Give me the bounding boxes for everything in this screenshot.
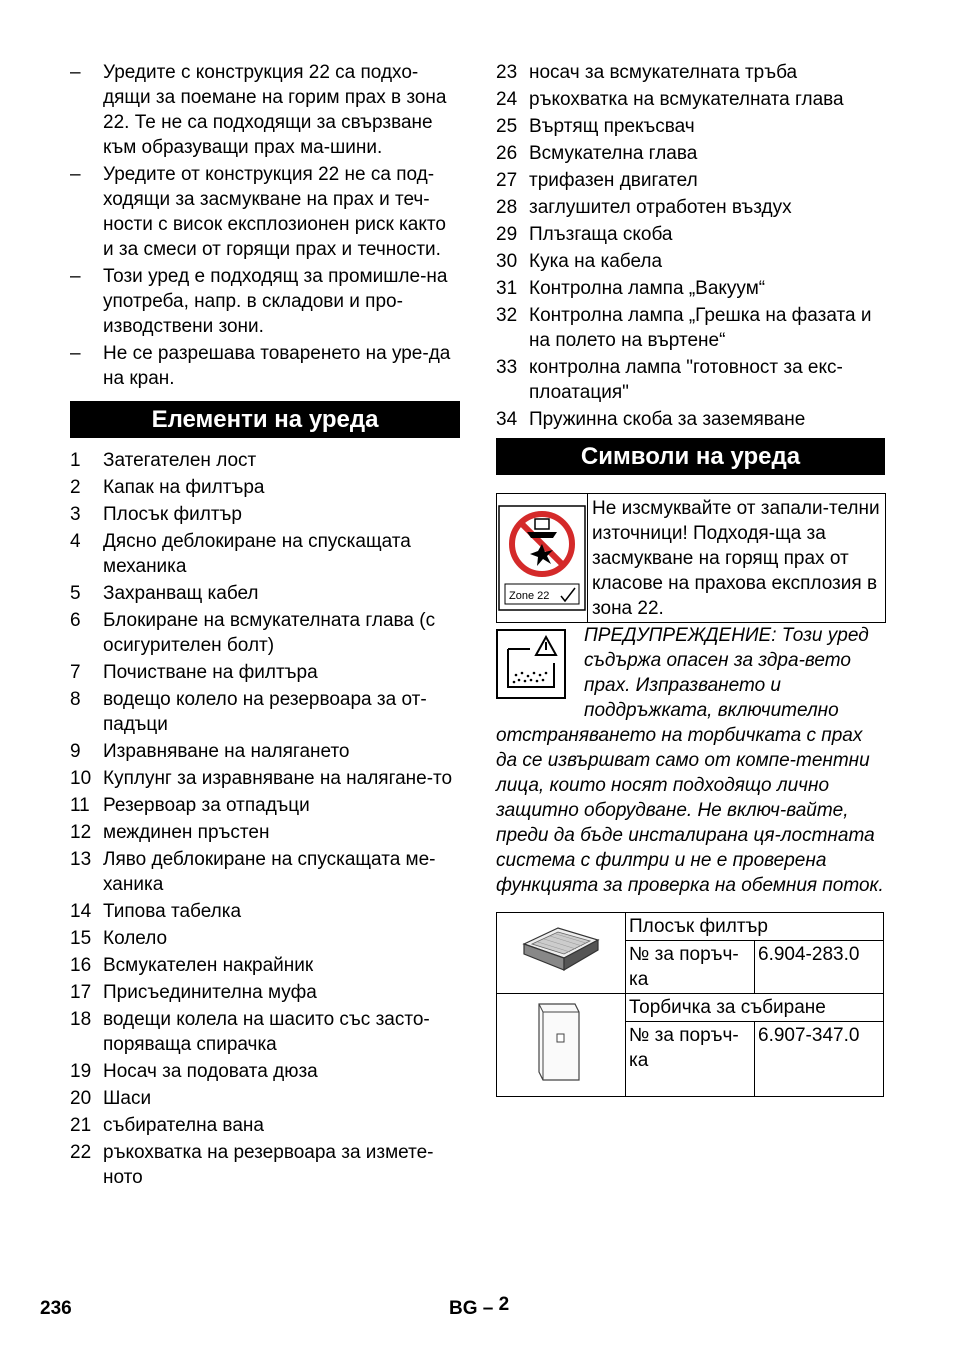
zone-symbol-text: Не изсмуквайте от запали-телни източници! Подходя-ща за засмукване на горящ прах от класове на прахова експлозия в зона 22. bbox=[592, 498, 880, 619]
item-number: 33 bbox=[496, 357, 518, 378]
list-item bbox=[496, 114, 886, 139]
page-number: 236 bbox=[40, 1298, 72, 1319]
list-item bbox=[70, 739, 460, 764]
item-number: 2 bbox=[70, 477, 81, 498]
bullet-text: Този уред е подходящ за промишле-на употреба, напр. в складови и про-изводствени зони. bbox=[103, 266, 448, 337]
footer-sep: – bbox=[482, 1298, 494, 1319]
item-text: заглушител отработен въздух bbox=[529, 197, 792, 218]
item-text: Блокиране на всмукателната глава (с осигурителен болт) bbox=[103, 610, 436, 656]
footer-language-page bbox=[449, 1294, 510, 1320]
item-number: 4 bbox=[70, 531, 81, 552]
warning-text: ПРЕДУПРЕЖДЕНИЕ: Този уред съдържа опасен за здра-вето прах. Изпразването и поддръжката, включително отстраняването на торбичката с прах да се извършват само от компе-тентни лица, които носят подходящо лично защитно оборудване. Не включ-вайте, преди да бъде инсталирана ця-лостната система с филтри и не е проверена функцията за проверка на обемния поток. bbox=[496, 625, 884, 896]
list-item bbox=[70, 820, 460, 845]
bullet-text: Уредите с конструкция 22 са подхо-дящи за поемане на горим прах в зона 22. Те не са подходящи за свързване към образуващи прах ма-шини. bbox=[103, 62, 447, 158]
list-item bbox=[70, 793, 460, 818]
warning-block bbox=[496, 623, 886, 898]
item-text: ръкохватка на резервоара за измете-ното bbox=[103, 1142, 434, 1188]
item-text: ръкохватка на всмукателната глава bbox=[529, 89, 844, 110]
item-number: 23 bbox=[496, 62, 518, 83]
list-item bbox=[70, 660, 460, 685]
bullet-dash: – bbox=[70, 266, 81, 287]
item-number: 18 bbox=[70, 1009, 92, 1030]
table-row bbox=[497, 994, 884, 1022]
item-number: 29 bbox=[496, 224, 518, 245]
list-item bbox=[70, 899, 460, 924]
item-number: 27 bbox=[496, 170, 518, 191]
item-text: събирателна вана bbox=[103, 1115, 264, 1136]
bullet-dash: – bbox=[70, 164, 81, 185]
list-item bbox=[70, 953, 460, 978]
item-number: 16 bbox=[70, 955, 92, 976]
no-ignition-zone22-icon bbox=[497, 494, 588, 622]
order-label: № за поръч-ка bbox=[626, 1022, 755, 1097]
item-text: Контролна лампа „Грешка на фазата и на полето на въртене“ bbox=[529, 305, 872, 351]
item-number: 26 bbox=[496, 143, 518, 164]
item-text: Пружинна скоба за заземяване bbox=[529, 409, 806, 430]
item-text: Почистване на филтъра bbox=[103, 662, 318, 683]
item-number: 20 bbox=[70, 1088, 92, 1109]
item-text: контролна лампа "готовност за екс-плоатация" bbox=[529, 357, 843, 403]
list-item bbox=[496, 222, 886, 247]
order-number: 6.904-283.0 bbox=[755, 941, 884, 994]
footer-lang: BG bbox=[449, 1298, 478, 1319]
item-number: 1 bbox=[70, 450, 81, 471]
bullet-dash: – bbox=[70, 343, 81, 364]
item-text: Капак на филтъра bbox=[103, 477, 265, 498]
list-item bbox=[70, 608, 460, 658]
list-item bbox=[496, 168, 886, 193]
item-number: 34 bbox=[496, 409, 518, 430]
section-heading-elements: Елементи на уреда bbox=[70, 401, 460, 438]
list-item bbox=[70, 502, 460, 527]
list-item bbox=[70, 529, 460, 579]
item-number: 22 bbox=[70, 1142, 92, 1163]
order-label: № за поръч-ка bbox=[626, 941, 755, 994]
left-column bbox=[70, 60, 460, 1192]
list-item bbox=[496, 87, 886, 112]
list-item bbox=[70, 448, 460, 473]
bullet-dash: – bbox=[70, 62, 81, 83]
item-text: Изравняване на налягането bbox=[103, 741, 350, 762]
bullet-text: Уредите от конструкция 22 не са под-ходящи за засмукване на прах и теч-ности с висок експлозионен риск както и за смеси от горящи прах и течности. bbox=[103, 164, 446, 260]
item-number: 21 bbox=[70, 1115, 92, 1136]
zone-symbol-box bbox=[496, 493, 886, 623]
bullet-item bbox=[70, 264, 460, 339]
list-item bbox=[496, 407, 886, 432]
collection-bag-image bbox=[497, 994, 626, 1097]
list-item bbox=[70, 980, 460, 1005]
item-text: Плъзгаща скоба bbox=[529, 224, 673, 245]
list-item bbox=[70, 581, 460, 606]
bullet-list bbox=[70, 60, 460, 391]
dust-hazard-warning-icon bbox=[496, 629, 566, 699]
part-name: Плосък филтър bbox=[626, 913, 884, 941]
list-item bbox=[70, 766, 460, 791]
item-number: 6 bbox=[70, 610, 81, 631]
item-number: 17 bbox=[70, 982, 92, 1003]
item-number: 10 bbox=[70, 768, 92, 789]
item-text: Контролна лампа „Вакуум“ bbox=[529, 278, 766, 299]
item-text: Колело bbox=[103, 928, 168, 949]
list-item bbox=[496, 355, 886, 405]
item-text: Ляво деблокиране на спускащата ме-ханика bbox=[103, 849, 436, 895]
item-number: 15 bbox=[70, 928, 92, 949]
footer-num: 2 bbox=[498, 1294, 510, 1315]
item-number: 24 bbox=[496, 89, 518, 110]
list-item bbox=[496, 303, 886, 353]
bullet-item bbox=[70, 162, 460, 262]
bullet-item bbox=[70, 341, 460, 391]
item-number: 32 bbox=[496, 305, 518, 326]
item-number: 13 bbox=[70, 849, 92, 870]
order-number: 6.907-347.0 bbox=[755, 1022, 884, 1097]
list-item bbox=[70, 1059, 460, 1084]
elements-list bbox=[70, 448, 460, 1190]
item-text: Плосък филтър bbox=[103, 504, 242, 525]
item-number: 19 bbox=[70, 1061, 92, 1082]
item-text: Резервоар за отпадъци bbox=[103, 795, 310, 816]
item-number: 11 bbox=[70, 795, 90, 816]
bullet-text: Не се разрешава товаренето на уре-да на кран. bbox=[103, 343, 451, 389]
list-item bbox=[70, 1086, 460, 1111]
right-column bbox=[496, 60, 886, 1097]
item-text: Присъединителна муфа bbox=[103, 982, 317, 1003]
zone-label: Zone 22 bbox=[509, 590, 550, 602]
item-text: Всмукателен накрайник bbox=[103, 955, 314, 976]
item-number: 28 bbox=[496, 197, 518, 218]
item-text: Куплунг за изравняване на налягане-то bbox=[103, 768, 453, 789]
item-number: 9 bbox=[70, 741, 81, 762]
list-item bbox=[70, 1140, 460, 1190]
list-item bbox=[70, 687, 460, 737]
item-text: междинен пръстен bbox=[103, 822, 270, 843]
item-text: носач за всмукателната тръба bbox=[529, 62, 798, 83]
list-item bbox=[70, 926, 460, 951]
list-item bbox=[496, 195, 886, 220]
item-number: 31 bbox=[496, 278, 518, 299]
item-text: Въртящ прекъсвач bbox=[529, 116, 695, 137]
item-text: Дясно деблокиране на спускащата механика bbox=[103, 531, 411, 577]
item-number: 14 bbox=[70, 901, 92, 922]
flat-filter-image bbox=[497, 913, 626, 994]
item-number: 8 bbox=[70, 689, 81, 710]
item-text: Захранващ кабел bbox=[103, 583, 259, 604]
list-item bbox=[70, 1007, 460, 1057]
part-name: Торбичка за събиране bbox=[626, 994, 884, 1022]
item-text: Затегателен лост bbox=[103, 450, 257, 471]
item-text: водещо колело на резервоара за от-падъци bbox=[103, 689, 427, 735]
item-text: Типова табелка bbox=[103, 901, 242, 922]
list-item bbox=[70, 847, 460, 897]
list-item bbox=[496, 276, 886, 301]
accessories-table bbox=[496, 912, 884, 1097]
bullet-item bbox=[70, 60, 460, 160]
item-number: 5 bbox=[70, 583, 81, 604]
item-text: трифазен двигател bbox=[529, 170, 698, 191]
list-item bbox=[70, 475, 460, 500]
table-row bbox=[497, 913, 884, 941]
list-item bbox=[70, 1113, 460, 1138]
item-text: Кука на кабела bbox=[529, 251, 663, 272]
item-number: 3 bbox=[70, 504, 81, 525]
item-text: Всмукателна глава bbox=[529, 143, 698, 164]
item-number: 25 bbox=[496, 116, 518, 137]
item-text: Шаси bbox=[103, 1088, 152, 1109]
item-number: 12 bbox=[70, 822, 92, 843]
item-text: водещи колела на шасито със засто-поряваща спирачка bbox=[103, 1009, 430, 1055]
list-item bbox=[496, 60, 886, 85]
item-number: 30 bbox=[496, 251, 518, 272]
item-number: 7 bbox=[70, 662, 81, 683]
item-text: Носач за подовата дюза bbox=[103, 1061, 318, 1082]
section-heading-symbols: Символи на уреда bbox=[496, 438, 885, 475]
elements-list-continued bbox=[496, 60, 886, 432]
list-item bbox=[496, 141, 886, 166]
list-item bbox=[496, 249, 886, 274]
